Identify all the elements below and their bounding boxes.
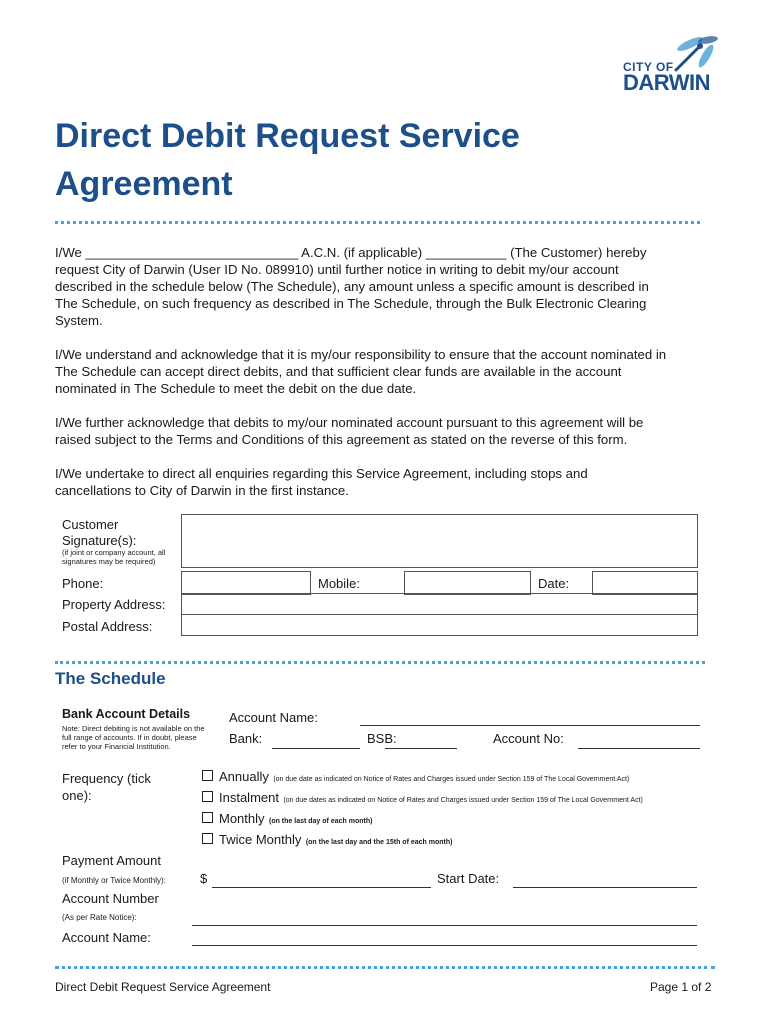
acknowledge-paragraph (55, 414, 720, 448)
annually-note: (on due date as indicated on Notice of Rates and Charges issued under Section 159 of The Local Government Act) (273, 776, 630, 783)
option-annually[interactable] (202, 768, 629, 786)
payment-amount-note: (if Monthly or Twice Monthly): (62, 876, 166, 885)
phone-field[interactable] (181, 571, 311, 595)
dotted-divider (55, 221, 700, 224)
logo-city-of: CITY OF (623, 60, 674, 74)
account-no-label: Account No: (493, 731, 564, 746)
bsb-label: BSB: (367, 731, 397, 746)
instalment-label: Instalment (219, 790, 279, 805)
start-date-field[interactable] (513, 887, 697, 888)
logo-darwin: DARWIN (623, 70, 711, 95)
account-no-field[interactable] (578, 748, 700, 749)
paragraph-line: cancellations to City of Darwin in the first instance. (55, 483, 349, 498)
bank-field[interactable] (272, 748, 360, 749)
bank-note-line: refer to your Financial Institution. (62, 742, 171, 751)
signature-note-line: (if joint or company account, all (62, 548, 166, 557)
account-name-label: Account Name: (229, 710, 318, 725)
property-address-field[interactable] (181, 593, 698, 615)
option-monthly[interactable] (202, 810, 372, 828)
account-name-field[interactable] (360, 725, 700, 726)
bank-note-line: full range of accounts. If in doubt, please (62, 733, 197, 742)
annually-label: Annually (219, 769, 269, 784)
frequency-label-line: one): (62, 788, 92, 803)
twice-monthly-checkbox[interactable] (202, 833, 213, 844)
footer-title: Direct Debit Request Service Agreement (55, 980, 271, 994)
date-label: Date: (538, 576, 570, 591)
paragraph-line: nominated in The Schedule to meet the debit on the due date. (55, 381, 417, 396)
paragraph-line: I/We understand and acknowledge that it is my/our responsibility to ensure that the account nominated in (55, 347, 667, 362)
option-twice-monthly[interactable] (202, 831, 452, 849)
paragraph-line: I/We further acknowledge that debits to my/our nominated account pursuant to this agreement will be (55, 415, 644, 430)
phone-label: Phone: (62, 576, 104, 591)
page-title (55, 112, 520, 208)
postal-address-label: Postal Address: (62, 619, 153, 634)
payment-amount-field[interactable] (212, 887, 431, 888)
paragraph-line: raised subject to the Terms and Conditions of this agreement as stated on the reverse of this form. (55, 432, 628, 447)
signature-field[interactable] (181, 514, 698, 568)
dotted-divider (55, 661, 705, 664)
frequency-label (62, 770, 151, 804)
intro-line: I/We _____________________________ A.C.N. (if applicable) ___________ (The Customer) hereby (55, 245, 647, 260)
mobile-field[interactable] (404, 571, 531, 595)
enquiries-paragraph (55, 465, 720, 499)
monthly-note: (on the last day of each month) (268, 818, 373, 825)
bank-details-note (62, 724, 205, 751)
bank-details-title: Bank Account Details (62, 707, 191, 721)
title-line-1: Direct Debit Request Service (55, 117, 520, 155)
account-name-field-2[interactable] (192, 945, 697, 946)
intro-line: described in the schedule below (The Schedule), any amount unless a specific amount is described in (55, 279, 649, 294)
dragonfly-logo-icon (668, 30, 720, 72)
twice-monthly-label: Twice Monthly (219, 832, 302, 847)
signature-label (62, 517, 136, 549)
monthly-label: Monthly (219, 811, 265, 826)
instalment-note: (on due dates as indicated on Notice of Rates and Charges issued under Section 159 of The Local Government Act) (283, 797, 643, 804)
start-date-label: Start Date: (437, 871, 500, 886)
account-name-label-2: Account Name: (62, 930, 151, 945)
frequency-label-line: Frequency (tick (62, 771, 151, 786)
account-number-note: (As per Rate Notice): (62, 913, 137, 922)
responsibility-paragraph (55, 346, 720, 397)
signature-note-line: signatures may be required) (62, 557, 156, 566)
mobile-label: Mobile: (318, 576, 360, 591)
dollar-sign: $ (200, 871, 208, 886)
annually-checkbox[interactable] (202, 770, 213, 781)
signature-label-line: Signature(s): (62, 533, 137, 548)
bank-note-line: Note: Direct debiting is not available on the (62, 724, 205, 733)
dotted-divider (55, 966, 715, 969)
property-address-label: Property Address: (62, 597, 166, 612)
postal-address-field[interactable] (181, 614, 698, 636)
paragraph-line: I/We undertake to direct all enquiries regarding this Service Agreement, including stops and (55, 466, 588, 481)
signature-label-line: Customer (62, 517, 119, 532)
monthly-checkbox[interactable] (202, 812, 213, 823)
bank-label: Bank: (229, 731, 263, 746)
twice-monthly-note: (on the last day and the 15th of each month) (305, 839, 453, 846)
account-number-field[interactable] (192, 925, 697, 926)
intro-line: The Schedule, on such frequency as described in The Schedule, through the Bulk Electronic Clearing (55, 296, 647, 311)
option-instalment[interactable] (202, 789, 643, 807)
date-field[interactable] (592, 571, 698, 595)
intro-line: request City of Darwin (User ID No. 089910) until further notice in writing to debit my/our account (55, 262, 619, 277)
page-number: Page 1 of 2 (650, 980, 712, 994)
intro-paragraph (55, 244, 720, 329)
account-number-label: Account Number (62, 891, 159, 906)
payment-amount-label: Payment Amount (62, 853, 161, 868)
title-line-2: Agreement (55, 165, 233, 203)
instalment-checkbox[interactable] (202, 791, 213, 802)
intro-line: System. (55, 313, 103, 328)
schedule-heading: The Schedule (55, 669, 166, 688)
bsb-field[interactable] (385, 748, 457, 749)
paragraph-line: The Schedule can accept direct debits, and that sufficient clear funds are available in the account (55, 364, 622, 379)
signature-note (62, 548, 165, 566)
